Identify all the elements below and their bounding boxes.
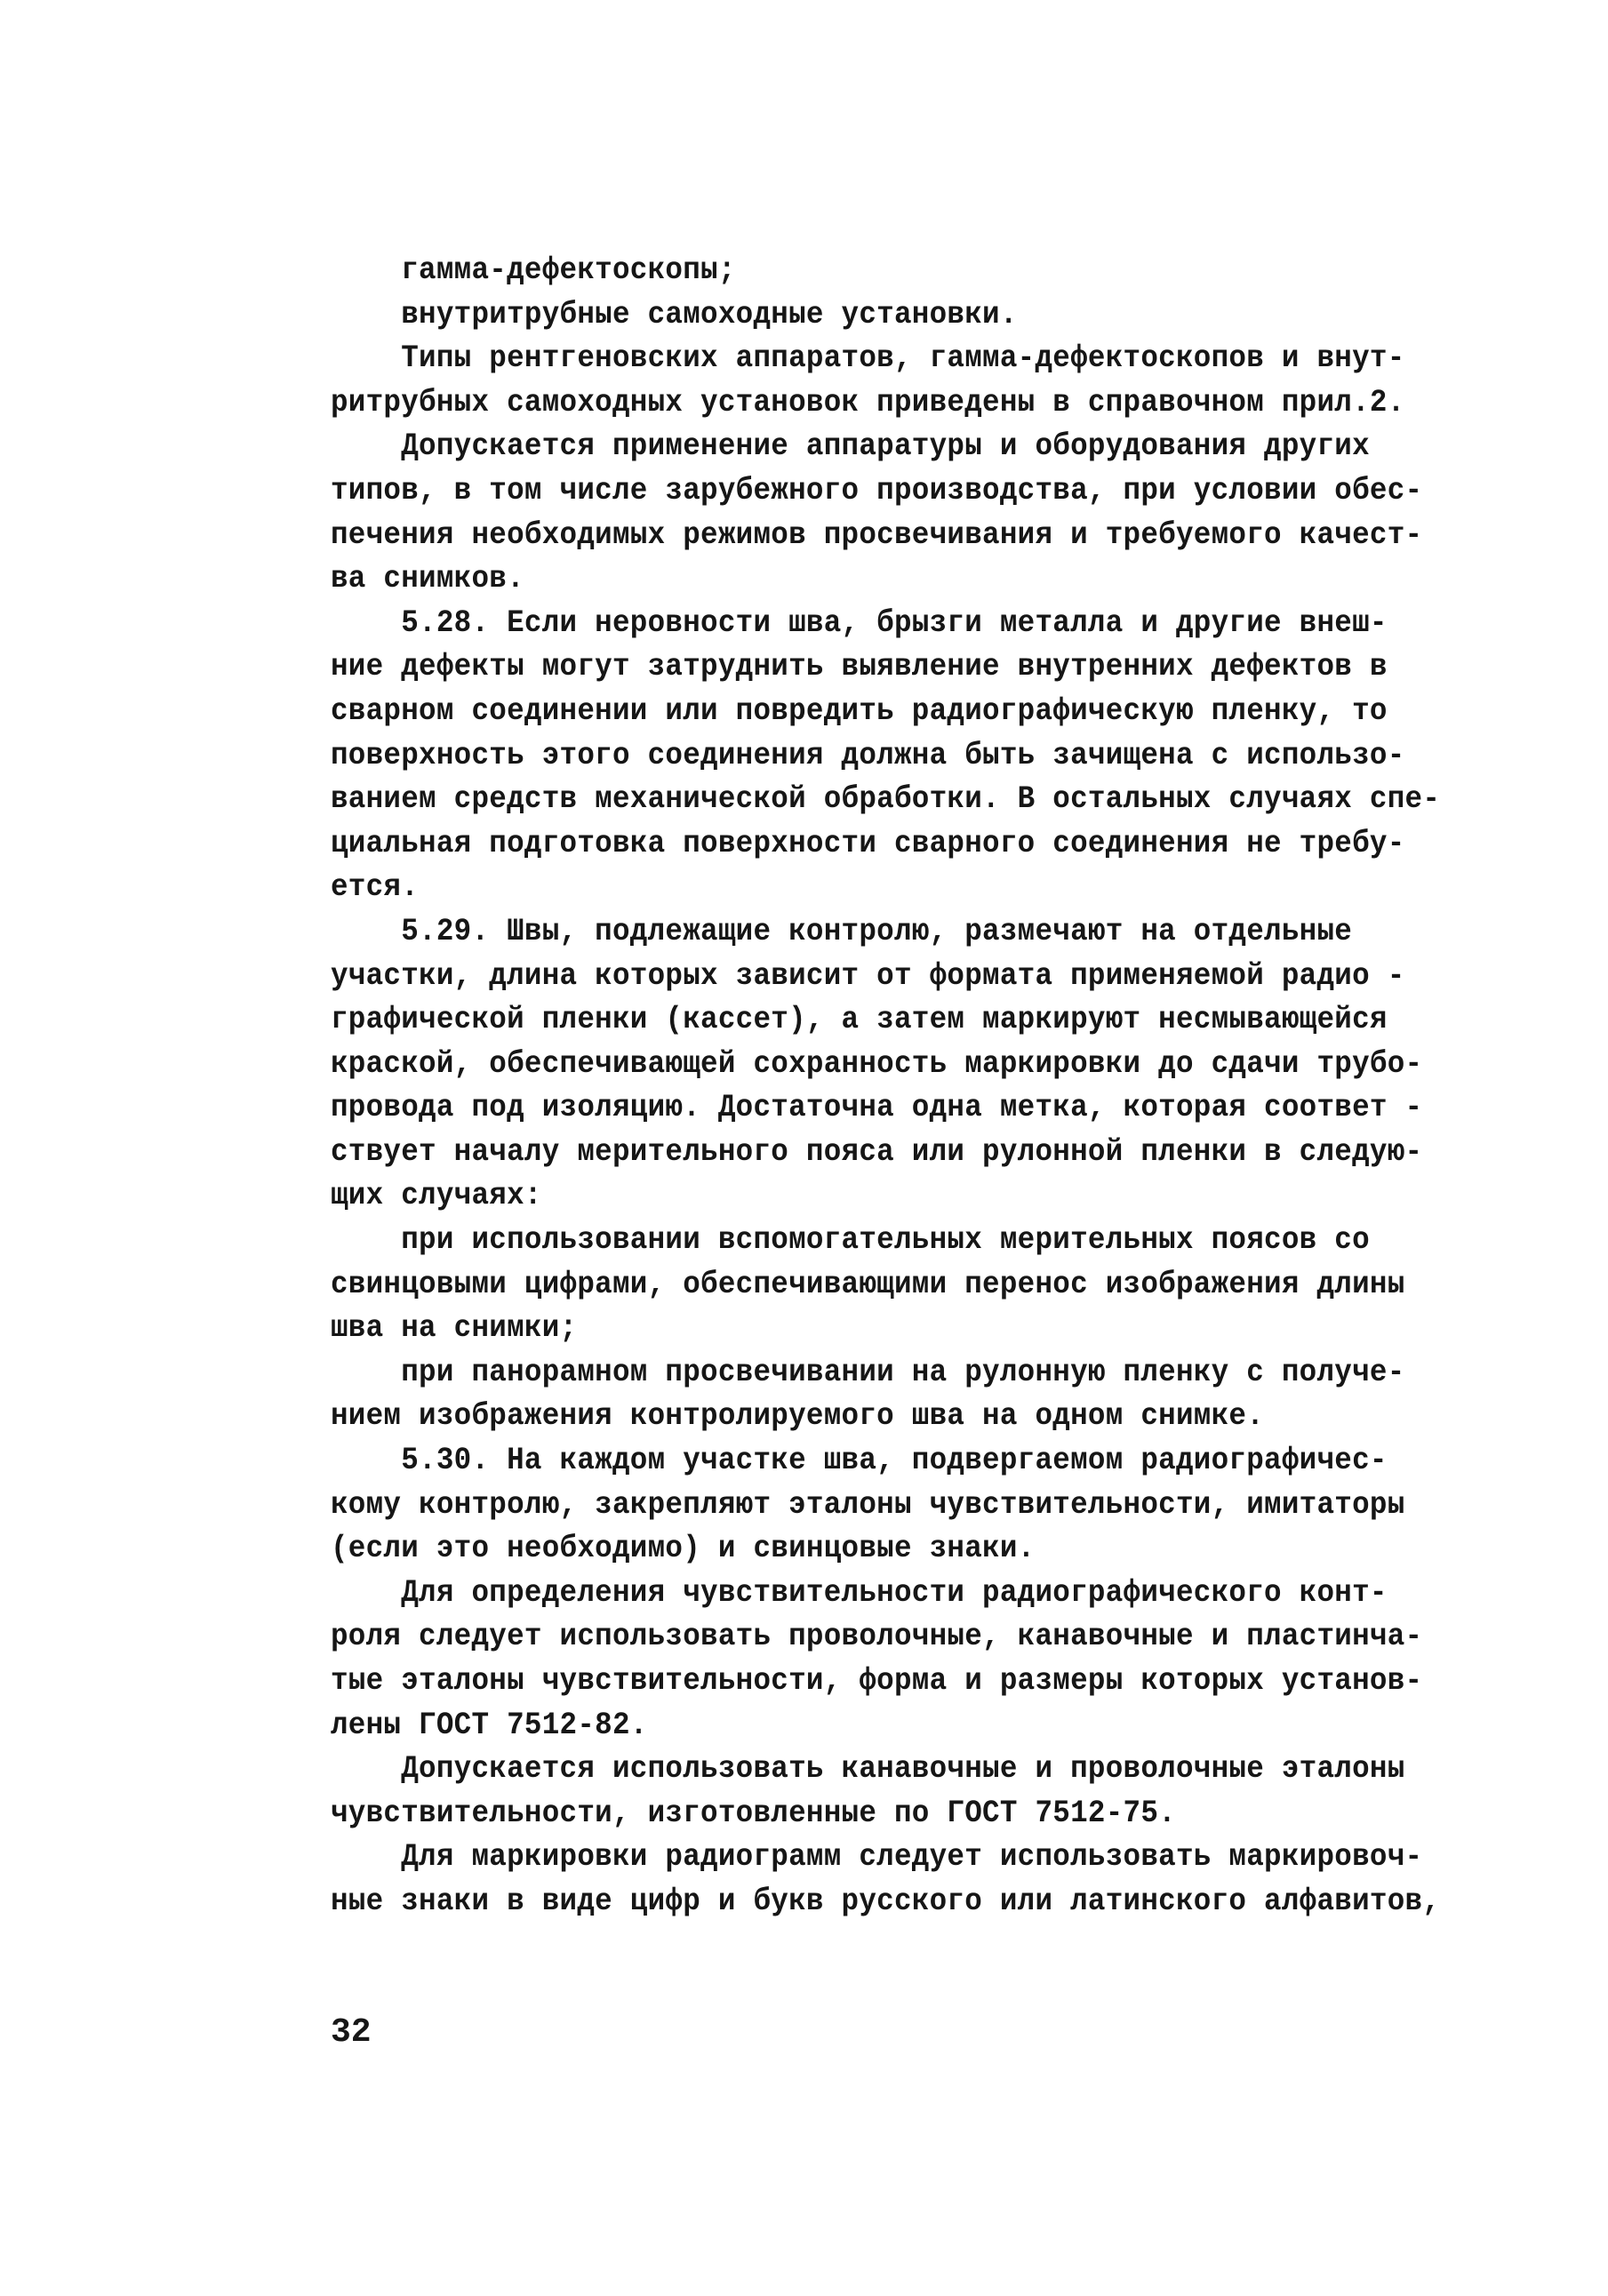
text-line: свинцовыми цифрами, обеспечивающими перенос изображения длины	[331, 1266, 1405, 1302]
text-line: 5.30. На каждом участке шва, подвергаемом радиографичес-	[331, 1443, 1388, 1479]
text-line: типов, в том числе зарубежного производства, при условии обес-	[331, 472, 1423, 508]
text-line: ные знаки в виде цифр и букв русского или латинского алфавитов,	[331, 1883, 1441, 1919]
text-line: нием изображения контролируемого шва на одном снимке.	[331, 1398, 1265, 1435]
text-line: 5.29. Швы, подлежащие контролю, размечают на отдельные	[331, 913, 1353, 949]
text-line: внутритрубные самоходные установки.	[331, 296, 1018, 332]
text-line: Для маркировки радиограмм следует использовать маркировоч-	[331, 1839, 1423, 1876]
text-line: 5.28. Если неровности шва, брызги металла и другие внеш-	[331, 604, 1388, 641]
page-number: 32	[331, 2013, 372, 2052]
text-line: участки, длина которых зависит от формата применяемой радио -	[331, 957, 1405, 994]
text-line: ствует началу мерительного пояса или рулонной пленки в следую-	[331, 1133, 1423, 1170]
text-line: циальная подготовка поверхности сварного соединения не требу-	[331, 825, 1405, 861]
text-line: роля следует использовать проволочные, канавочные и пластинча-	[331, 1619, 1423, 1655]
text-line: Допускается использовать канавочные и проволочные эталоны	[331, 1751, 1405, 1788]
text-line: при использовании вспомогательных мерительных поясов со	[331, 1222, 1370, 1259]
text-line: кому контролю, закрепляют эталоны чувствительности, имитаторы	[331, 1486, 1405, 1523]
text-line: ется.	[331, 869, 420, 906]
text-line: Допускается применение аппаратуры и оборудования других	[331, 428, 1370, 465]
text-line: Для определения чувствительности радиографического конт-	[331, 1574, 1388, 1611]
text-line: провода под изоляцию. Достаточна одна метка, которая соответ -	[331, 1090, 1423, 1126]
text-line: тые эталоны чувствительности, форма и размеры которых установ-	[331, 1663, 1423, 1699]
text-line: шва на снимки;	[331, 1310, 578, 1347]
text-line: при панорамном просвечивании на рулонную пленку с получе-	[331, 1354, 1405, 1390]
text-line: печения необходимых режимов просвечивания и требуемого качест-	[331, 516, 1423, 553]
text-line: сварном соединении или повредить радиографическую пленку, то	[331, 692, 1388, 729]
text-line: поверхность этого соединения должна быть зачищена с использо-	[331, 737, 1405, 773]
text-line: графической пленки (кассет), а затем маркируют несмывающейся	[331, 1002, 1388, 1038]
text-line: чувствительности, изготовленные по ГОСТ 7512-75.	[331, 1795, 1176, 1831]
text-line: лены ГОСТ 7512-82.	[331, 1707, 648, 1743]
text-line: щих случаях:	[331, 1178, 542, 1214]
text-line: краской, обеспечивающей сохранность маркировки до сдачи трубо-	[331, 1045, 1423, 1082]
text-line: ние дефекты могут затруднить выявление внутренних дефектов в	[331, 649, 1388, 685]
text-line: гамма-дефектоскопы;	[331, 252, 736, 288]
body-text	[331, 249, 1486, 1924]
text-line: Типы рентгеновских аппаратов, гамма-дефектоскопов и внут-	[331, 340, 1405, 377]
text-line: ритрубных самоходных установок приведены в справочном прил.2.	[331, 384, 1405, 420]
text-line: (если это необходимо) и свинцовые знаки.	[331, 1531, 1036, 1567]
text-line: ва снимков.	[331, 561, 524, 597]
text-line: ванием средств механической обработки. В остальных случаях спе-	[331, 781, 1441, 818]
